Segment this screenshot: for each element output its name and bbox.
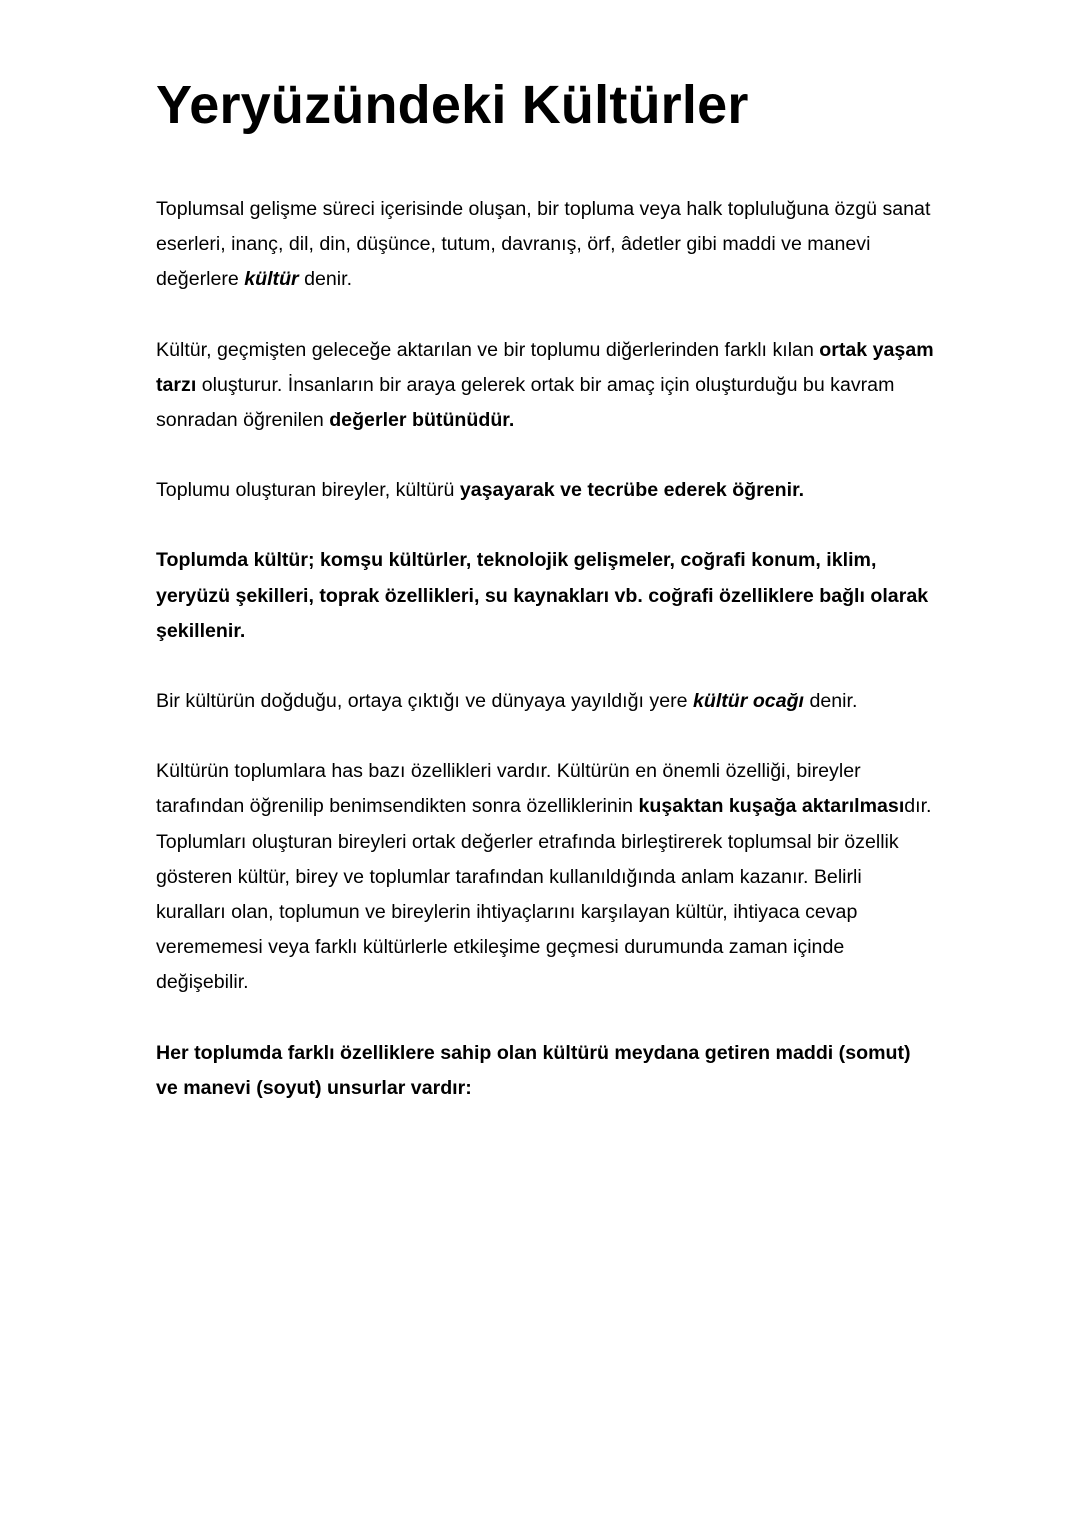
paragraph-text: Toplumu oluşturan bireyler, kültürü: [156, 479, 460, 502]
paragraph-text: oluşturur. İnsanların bir araya gelerek ortak bir amaç için oluşturduğu bu kavram sonradan öğrenilen: [156, 373, 895, 432]
term-kultur-ocagi: kültür ocağı: [692, 690, 805, 713]
paragraph-culture-hearth: [156, 684, 936, 719]
paragraph-text: dır. Toplumları oluşturan bireyleri ortak değerler etrafında birleştirerek toplumsal bir özellik gösteren kültür, birey ve toplumlar tarafından kullanıldığında anlam kazanır. Belirli kuralları olan, toplumun ve bireylerin ihtiyaçlarını karşılayan kültür, ihtiyaca cevap verememesi veya farklı kültürlerle etkileşime geçmesi durumunda zaman içinde değişebilir.: [156, 795, 932, 994]
term-ortak-yasam-tarzi: ortak yaşam tarzı: [156, 338, 934, 396]
paragraph-text: Kültür, geçmişten geleceğe aktarılan ve bir toplumu diğerlerinden farklı kılan: [156, 338, 820, 361]
page-title: Yeryüzündeki Kültürler: [156, 75, 749, 135]
paragraph-culture-definition: [156, 192, 936, 298]
paragraph-common-lifestyle: [156, 333, 936, 439]
paragraph-text: Toplumsal gelişme süreci içerisinde oluşan, bir topluma veya halk topluluğuna özgü sanat eserleri, inanç, dil, din, düşünce, tutum, davranış, örf, âdetler gibi maddi ve manevi değerlere: [156, 198, 931, 291]
document-body: [156, 192, 936, 1141]
paragraph-learning: [156, 473, 936, 508]
paragraph-text: Bir kültürün doğduğu, ortaya çıktığı ve dünyaya yayıldığı yere: [156, 690, 693, 713]
paragraph-text: Kültürün toplumlara has bazı özellikleri vardır. Kültürün en önemli özelliği, bireyler tarafından öğrenilip benimsendikten sonra özelliklerinin: [156, 760, 861, 818]
term-kultur: kültür: [244, 268, 299, 291]
paragraph-elements-intro: Her toplumda farklı özelliklere sahip olan kültürü meydana getiren maddi (somut) ve manevi (soyut) unsurlar vardır:: [156, 1041, 911, 1099]
term-degerler-butunu: değerler bütünüdür.: [329, 409, 515, 432]
term-kusaktan-kusaga: kuşaktan kuşağa aktarılması: [638, 795, 905, 818]
paragraph-shaping-factors: Toplumda kültür; komşu kültürler, teknolojik gelişmeler, coğrafi konum, iklim, yeryüzü şekilleri, toprak özellikleri, su kaynakları vb. coğrafi özelliklere bağlı olarak şekillenir.: [156, 549, 929, 642]
term-yasayarak-ogrenir: yaşayarak ve tecrübe ederek öğrenir.: [459, 479, 805, 502]
paragraph-culture-properties: [156, 754, 936, 1000]
paragraph-text: denir.: [298, 268, 353, 291]
paragraph-text: denir.: [804, 690, 858, 713]
